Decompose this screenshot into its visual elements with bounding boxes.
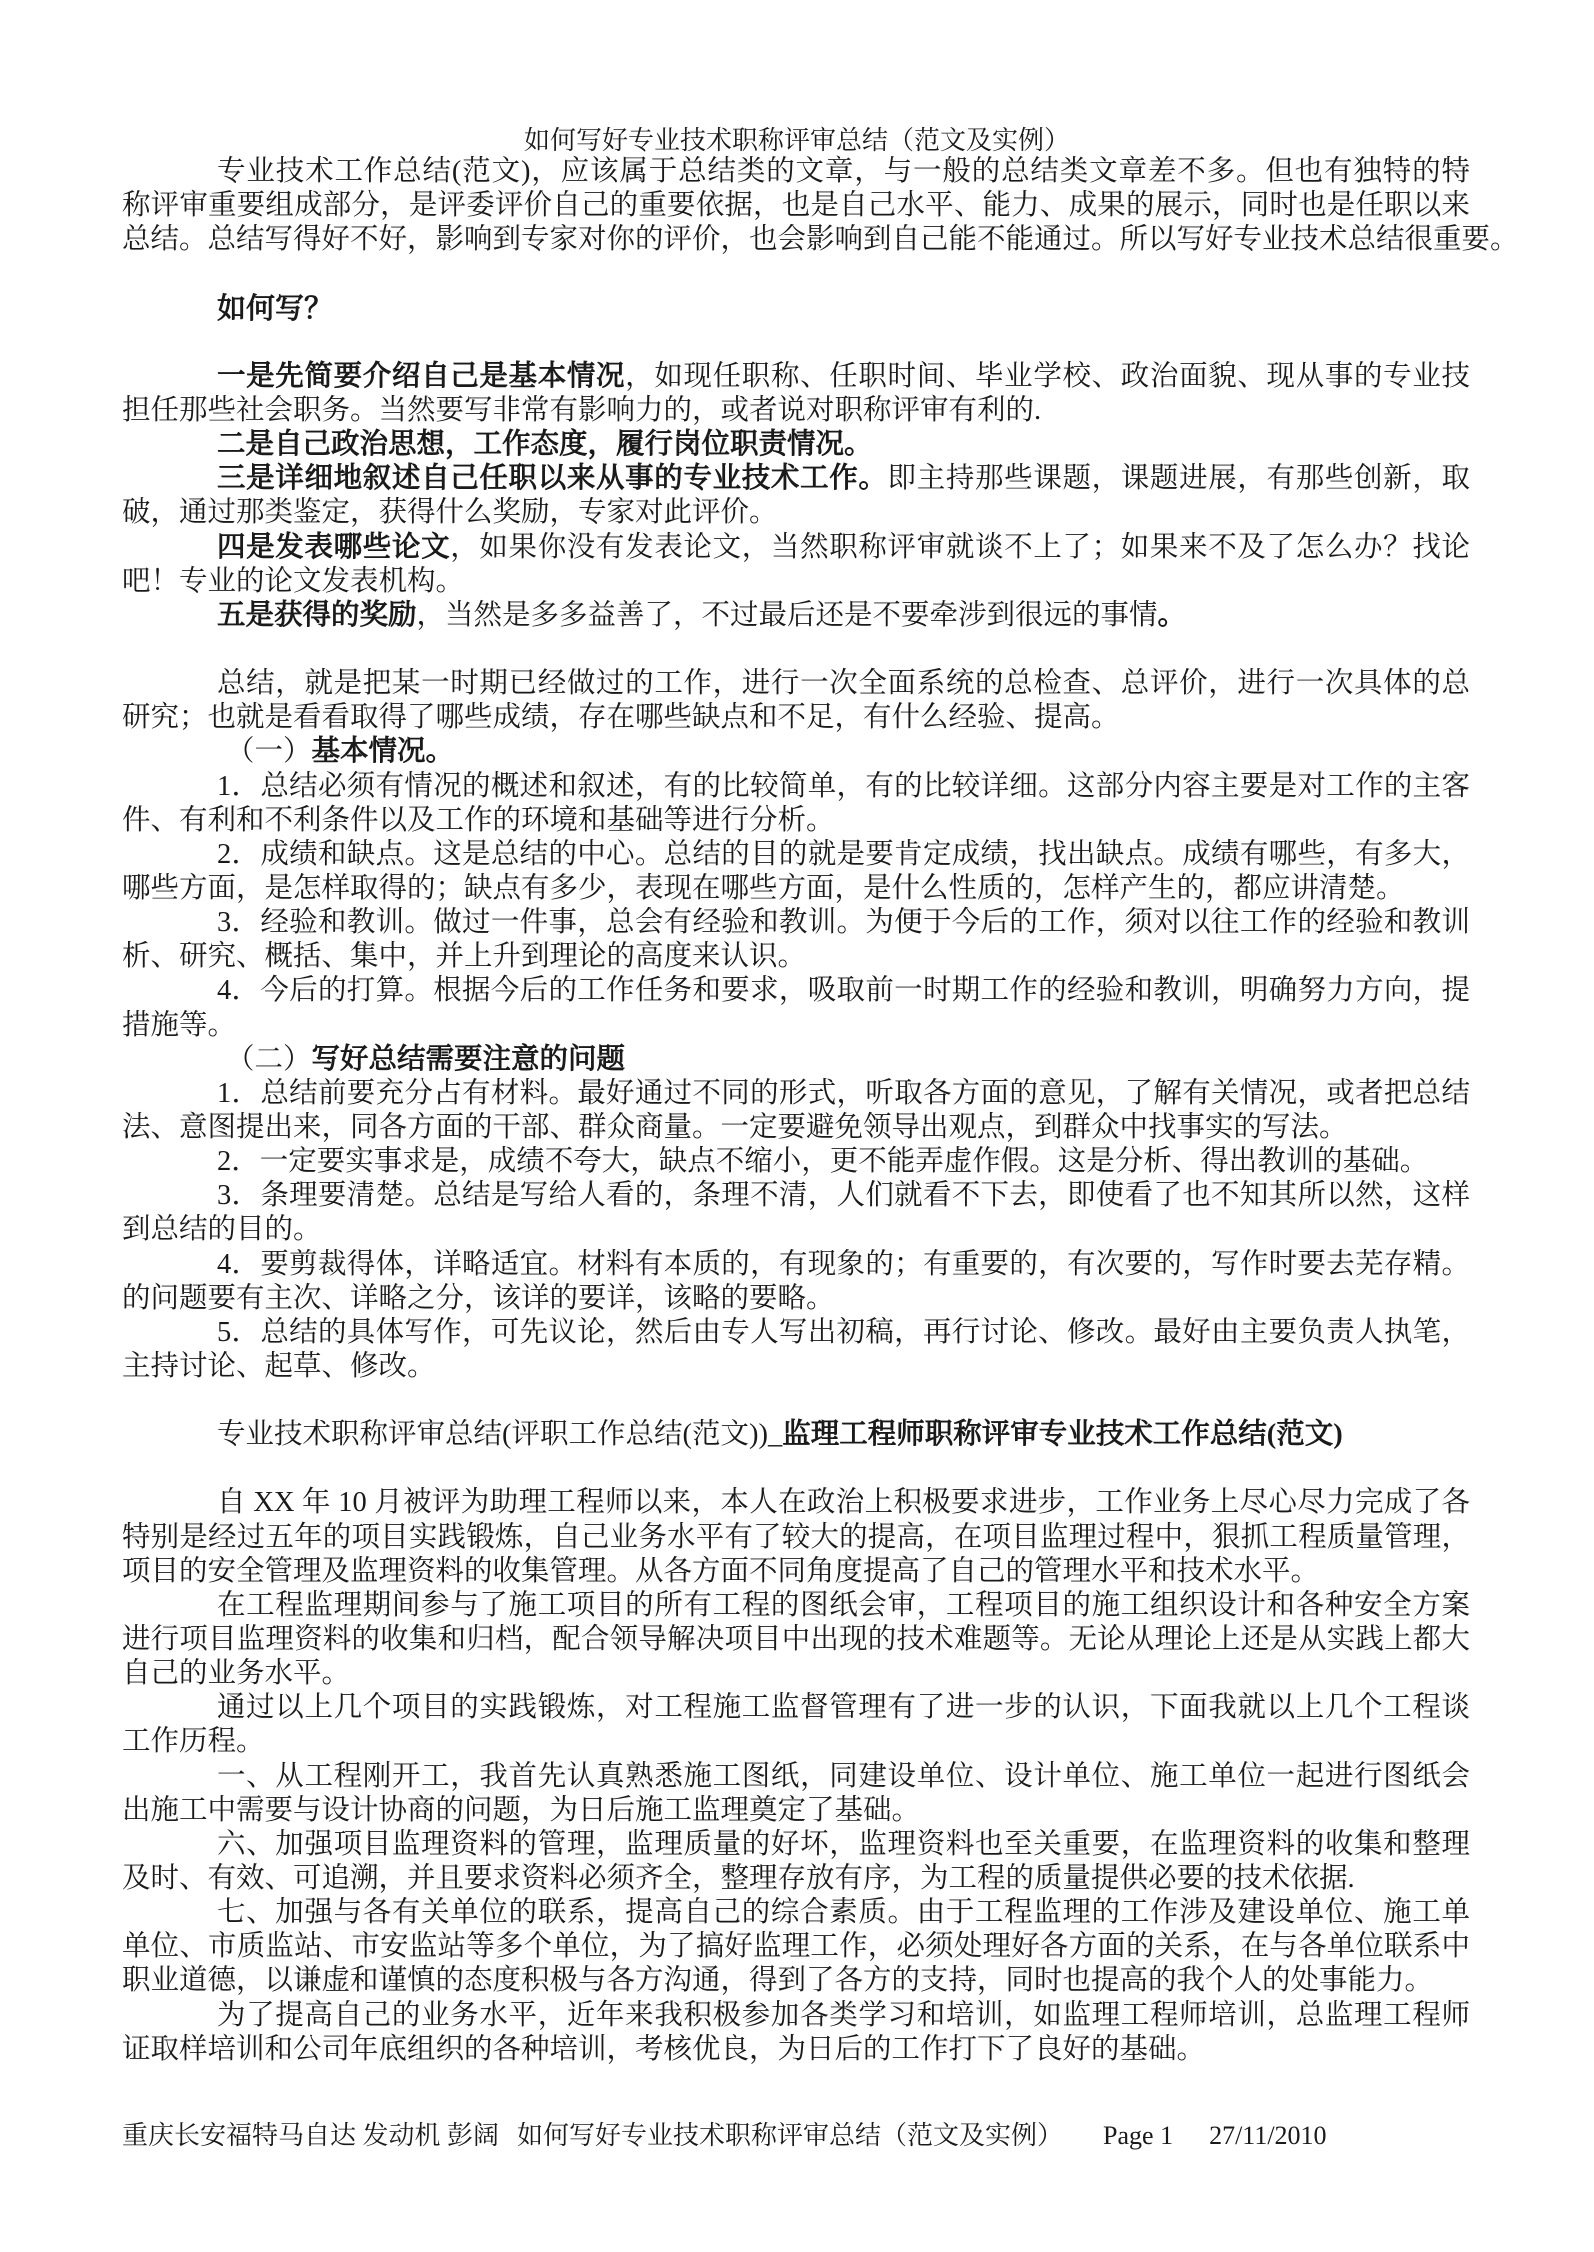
section-1-item-cont: 哪些方面，是怎样取得的；缺点有多少，表现在哪些方面，是什么性质的，怎样产生的，都应讲清楚。: [122, 872, 1405, 904]
example-line: 工作历程。: [122, 1726, 265, 1758]
section-2-prefix: （二）: [226, 1043, 312, 1075]
example-line: 自己的业务水平。: [122, 1658, 351, 1690]
point-3: [122, 462, 1470, 496]
summary-line: 总结，就是把某一时期已经做过的工作，进行一次全面系统的总检查、总评价，进行一次具体的总: [217, 668, 1470, 700]
example-line: 职业道德，以谦虚和谨慎的态度积极与各方沟通，得到了各方的支持，同时也提高的我个人的处事能力。: [122, 1965, 1434, 1997]
example-line: 证取样培训和公司年底组织的各种培训，考核优良，为日后的工作打下了良好的基础。: [122, 2033, 1206, 2065]
section-2-item: 4．要剪裁得体，详略适宜。材料有本质的，有现象的；有重要的，有次要的，写作时要去芜存精。: [217, 1248, 1470, 1280]
section-1-item-cont: 析、研究、概括、集中，并上升到理论的高度来认识。: [122, 941, 807, 973]
section-1-prefix: （一）: [226, 736, 312, 768]
point-4-rest: ，如果你没有发表论文，当然职称评审就谈不上了；如果来不及了怎么办？找论: [450, 531, 1470, 563]
section-1-item: 4．今后的打算。根据今后的工作任务和要求，吸取前一时期工作的经验和教训，明确努力方向，提: [217, 975, 1470, 1007]
section-1-item-cont: 措施等。: [122, 1009, 237, 1041]
point-1: [122, 360, 1470, 394]
point-5-rest: ，当然是多多益善了，不过最后还是不要牵涉到很远的事情: [416, 599, 1158, 631]
example-line: 出施工中需要与设计协商的问题，为日后施工监理奠定了基础。: [122, 1794, 921, 1826]
intro-line: 专业技术工作总结(范文)，应该属于总结类的文章，与一般的总结类文章差不多。但也有独特的特: [217, 156, 1470, 187]
footer-date: 27/11/2010: [1209, 2121, 1327, 2150]
section-2-item-cont: 主持讨论、起草、修改。: [122, 1350, 436, 1382]
summary-line: 研究；也就是看看取得了哪些成绩，存在哪些缺点和不足，有什么经验、提高。: [122, 702, 1120, 734]
how-to-write-heading: 如何写？: [217, 292, 334, 325]
example-line: 单位、市质监站、市安监站等多个单位，为了搞好监理工作，必须处理好各方面的关系，在与各单位联系中: [122, 1931, 1470, 1963]
example-line: 及时、有效、可追溯，并且要求资料必须齐全，整理存放有序，为工程的质量提供必要的技术依据.: [122, 1863, 1355, 1895]
section-2-item-cont: 法、意图提出来，同各方面的干部、群众商量。一定要避免领导出观点，到群众中找事实的写法。: [122, 1111, 1348, 1143]
section-2-item: 5．总结的具体写作，可先议论，然后由专人写出初稿，再行讨论、修改。最好由主要负责人执笔，: [217, 1316, 1470, 1348]
point-2: [122, 428, 1470, 462]
example-heading: [122, 1418, 1470, 1452]
point-1-bold: 一是先简要介绍自己是基本情况: [217, 360, 626, 392]
point-4-bold: 四是发表哪些论文: [217, 531, 451, 563]
example-line: 特别是经过五年的项目实践锻炼，自己业务水平有了较大的提高，在项目监理过程中，狠抓工程质量管理，: [122, 1521, 1470, 1553]
point-5-tail: 。: [1157, 599, 1187, 631]
point-3-cont: 破，通过那类鉴定，获得什么奖励，专家对此评价。: [122, 497, 778, 529]
section-1-title: 基本情况。: [311, 736, 455, 768]
section-2-heading: [122, 1043, 1470, 1077]
point-3-rest: 即主持那些课题，课题进展，有那些创新，取: [887, 463, 1470, 495]
example-heading-normal: 专业技术职称评审总结(评职工作总结(范文))_: [217, 1419, 783, 1451]
example-line: 通过以上几个项目的实践锻炼，对工程施工监督管理有了进一步的认识，下面我就以上几个工程谈: [217, 1692, 1470, 1724]
example-line: 六、加强项目监理资料的管理，监理质量的好坏，监理资料也至关重要，在监理资料的收集和整理: [217, 1828, 1470, 1860]
point-5: [122, 599, 1470, 633]
example-line: 在工程监理期间参与了施工项目的所有工程的图纸会审，工程项目的施工组织设计和各种安全方案: [217, 1589, 1470, 1621]
point-1-rest: ，如现任职称、任职时间、毕业学校、政治面貌、现从事的专业技: [625, 360, 1470, 392]
section-2-item: 2．一定要实事求是，成绩不夸大，缺点不缩小，更不能弄虚作假。这是分析、得出教训的基础。: [217, 1146, 1429, 1178]
point-3-bold: 三是详细地叙述自己任职以来从事的专业技术工作。: [217, 463, 888, 495]
example-line: 一、从工程刚开工，我首先认真熟悉施工图纸，同建设单位、设计单位、施工单位一起进行图纸会: [217, 1760, 1470, 1792]
section-1-item-cont: 件、有利和不利条件以及工作的环境和基础等进行分析。: [122, 804, 835, 836]
section-1-item: 2．成绩和缺点。这是总结的中心。总结的目的就是要肯定成绩，找出缺点。成绩有哪些，有多大，: [217, 838, 1470, 870]
section-2-item-cont: 到总结的目的。: [122, 1214, 322, 1246]
document-title: 如何写好专业技术职称评审总结（范文及实例）: [523, 126, 1070, 155]
section-1-heading: [122, 735, 1470, 769]
point-4-cont: 吧！专业的论文发表机构。: [122, 565, 465, 597]
example-line: 为了提高自己的业务水平，近年来我积极参加各类学习和培训，如监理工程师培训，总监理工程师: [217, 1999, 1470, 2031]
intro-line: 总结。总结写得好不好，影响到专家对你的评价，也会影响到自己能不能通过。所以写好专业技术总结很重要。: [122, 224, 1519, 256]
section-1-item: 1．总结必须有情况的概述和叙述，有的比较简单，有的比较详细。这部分内容主要是对工作的主客: [217, 770, 1470, 802]
footer-doc-title: 如何写好专业技术职称评审总结（范文及实例）: [517, 2121, 1064, 2150]
footer-author: 重庆长安福特马自达 发动机 彭阔: [122, 2121, 500, 2150]
point-4: [122, 531, 1470, 565]
footer-page-number: Page 1: [1103, 2121, 1174, 2150]
section-1-item: 3．经验和教训。做过一件事，总会有经验和教训。为便于今后的工作，须对以往工作的经验和教训: [217, 907, 1470, 939]
intro-line: 称评审重要组成部分，是评委评价自己的重要依据，也是自己水平、能力、成果的展示，同时也是任职以来: [122, 190, 1470, 222]
example-line: 自 XX 年 10 月被评为助理工程师以来，本人在政治上积极要求进步，工作业务上尽心尽力完成了各: [217, 1487, 1470, 1519]
point-1-cont: 担任那些社会职务。当然要写非常有影响力的，或者说对职称评审有利的.: [122, 394, 1042, 426]
page-footer: [122, 2118, 1327, 2154]
section-2-item: 3．条理要清楚。总结是写给人看的，条理不清，人们就看不下去，即使看了也不知其所以然，这样: [217, 1180, 1470, 1212]
section-2-item: 1．总结前要充分占有材料。最好通过不同的形式，听取各方面的意见，了解有关情况，或者把总结: [217, 1077, 1470, 1109]
section-2-item-cont: 的问题要有主次、详略之分，该详的要详，该略的要略。: [122, 1282, 835, 1314]
section-2-title: 写好总结需要注意的问题: [311, 1043, 626, 1075]
document-body: [122, 155, 1519, 2067]
example-line: 七、加强与各有关单位的联系，提高自己的综合素质。由于工程监理的工作涉及建设单位、施工单: [217, 1897, 1470, 1929]
point-2-bold: 二是自己政治思想，工作态度，履行岗位职责情况。: [217, 429, 873, 461]
example-heading-bold: 监理工程师职称评审专业技术工作总结(范文): [782, 1419, 1343, 1451]
example-line: 进行项目监理资料的收集和归档，配合领导解决项目中出现的技术难题等。无论从理论上还是从实践上都大: [122, 1624, 1470, 1656]
example-line: 项目的安全管理及监理资料的收集管理。从各方面不同角度提高了自己的管理水平和技术水平。: [122, 1555, 1320, 1587]
point-5-bold: 五是获得的奖励: [217, 599, 417, 631]
